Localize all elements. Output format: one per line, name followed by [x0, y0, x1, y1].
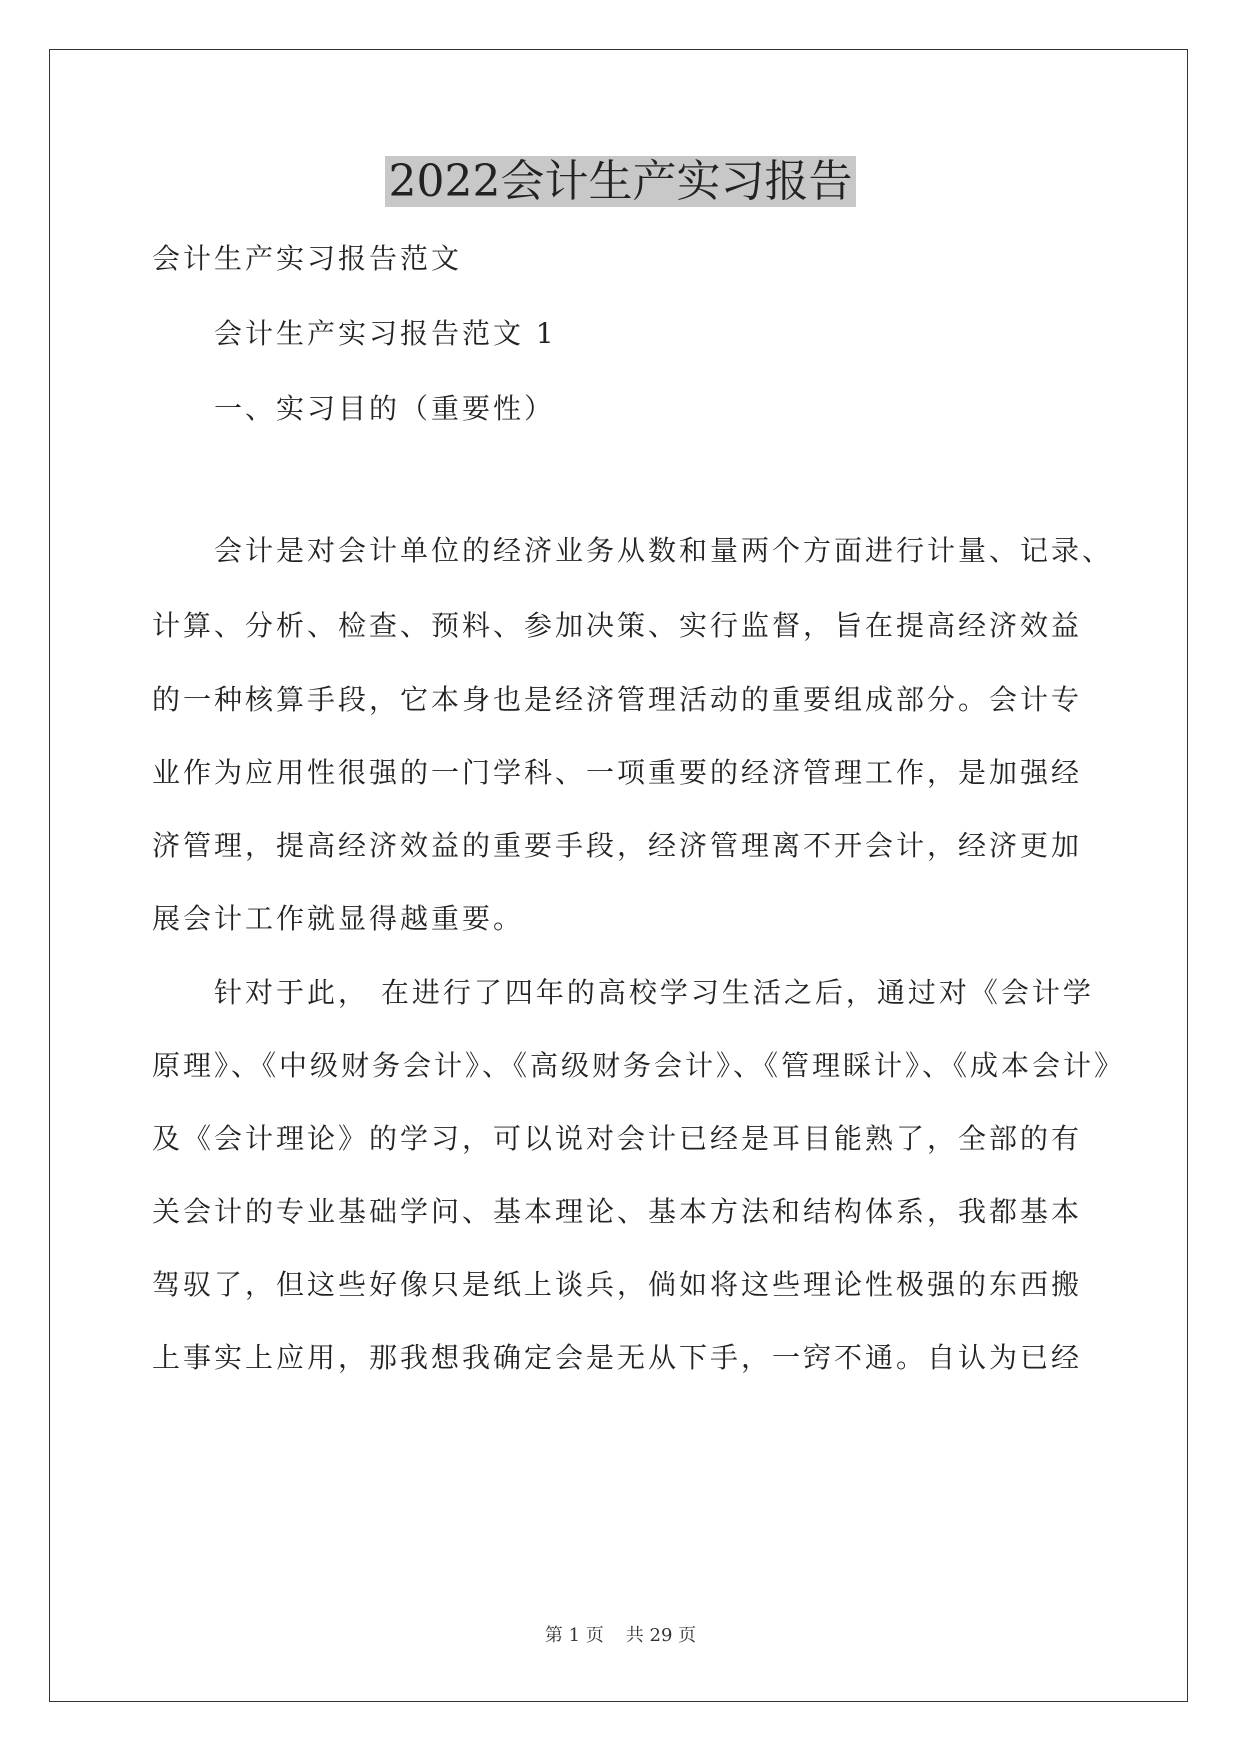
body-line: 驾驭了，但这些好像只是纸上谈兵，倘如将这些理论性极强的东西搬	[152, 1268, 1083, 1301]
section-heading: 会计生产实习报告范文 1	[214, 317, 557, 350]
page-footer	[0, 1624, 1241, 1648]
body-line: 的一种核算手段，它本身也是经济管理活动的重要组成部分。会计专	[152, 683, 1083, 716]
page-number: 第 1 页	[544, 1625, 604, 1646]
document-title-text: 2022会计生产实习报告	[385, 156, 857, 207]
body-line: 及《会计理论》的学习，可以说对会计已经是耳目能熟了，全部的有	[152, 1122, 1083, 1155]
body-line: 展会计工作就显得越重要。	[152, 902, 525, 935]
body-line: 原理》、《中级财务会计》、《高级财务会计》、《管理睬计》、《成本会计》	[152, 1049, 1126, 1082]
page-total: 共 29 页	[625, 1625, 697, 1646]
document-title	[0, 150, 1241, 214]
body-line: 针对于此， 在进行了四年的高校学习生活之后，通过对《会计学	[214, 976, 1094, 1009]
page-border	[49, 49, 1188, 1702]
body-line: 会计是对会计单位的经济业务从数和量两个方面进行计量、记录、	[214, 534, 1114, 567]
body-line: 关会计的专业基础学问、基本理论、基本方法和结构体系，我都基本	[152, 1195, 1083, 1228]
body-line: 计算、分析、检查、预料、参加决策、实行监督，旨在提高经济效益	[152, 609, 1083, 642]
document-subtitle: 会计生产实习报告范文	[152, 242, 463, 275]
body-line: 业作为应用性很强的一门学科、一项重要的经济管理工作，是加强经	[152, 756, 1083, 789]
body-line: 上事实上应用，那我想我确定会是无从下手，一窍不通。自认为已经	[152, 1341, 1083, 1374]
body-line: 济管理，提高经济效益的重要手段，经济管理离不开会计，经济更加	[152, 829, 1083, 862]
subsection-heading: 一、实习目的（重要性）	[214, 392, 556, 425]
